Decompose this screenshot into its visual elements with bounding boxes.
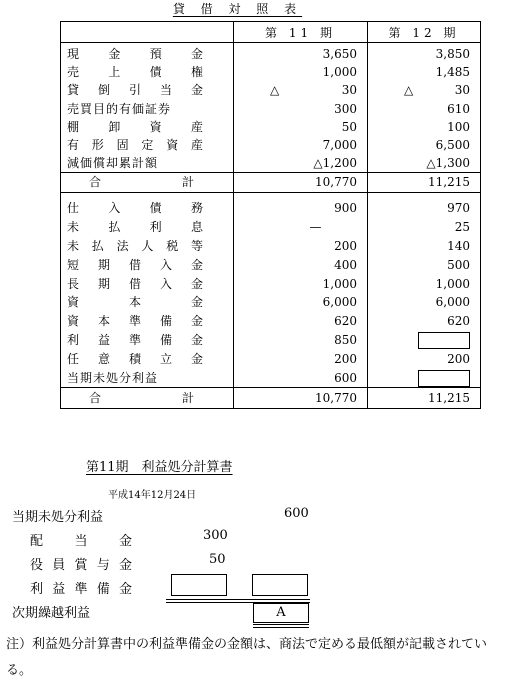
liability-value-p11: 850 bbox=[234, 331, 368, 350]
dividend-label: 配 当 金 bbox=[30, 534, 132, 549]
asset-label: 貸 倒 引 当 金 bbox=[61, 81, 234, 99]
dividend-value: 300 bbox=[203, 528, 228, 543]
liability-label: 未 払 利 息 bbox=[61, 218, 234, 237]
liability-row bbox=[61, 350, 481, 369]
liability-value-p11: 600 bbox=[234, 369, 368, 388]
asset-row bbox=[61, 154, 481, 173]
carry-forward-value: A bbox=[276, 605, 286, 620]
liability-value-p12: 620 bbox=[368, 312, 481, 331]
liability-value-p12 bbox=[368, 331, 481, 350]
asset-value-p12: 6,500 bbox=[368, 136, 481, 154]
balance-sheet-table bbox=[60, 21, 481, 409]
liabilities-total-row bbox=[61, 388, 481, 409]
sum-line bbox=[166, 599, 310, 600]
liability-value-p12 bbox=[368, 369, 481, 388]
asset-value-p11: 3,650 bbox=[234, 43, 368, 64]
liability-value-p11: 1,000 bbox=[234, 275, 368, 294]
liability-row bbox=[61, 237, 481, 256]
liability-label: 利 益 準 備 金 bbox=[61, 331, 234, 350]
asset-row bbox=[61, 100, 481, 118]
bonus-label: 役 員 賞 与 金 bbox=[30, 558, 132, 573]
liability-value-p12: 200 bbox=[368, 350, 481, 369]
liability-label: 資 本 準 備 金 bbox=[61, 312, 234, 331]
liability-value-p12: 25 bbox=[368, 218, 481, 237]
asset-row bbox=[61, 136, 481, 154]
liability-value-p11: 200 bbox=[234, 350, 368, 369]
unappropriated-label: 当期未処分利益 bbox=[12, 510, 104, 525]
liability-label: 任 意 積 立 金 bbox=[61, 350, 234, 369]
asset-label: 売買目的有価証券 bbox=[61, 100, 234, 118]
assets-section bbox=[61, 43, 481, 173]
answer-blank-box bbox=[418, 332, 470, 349]
asset-value-p11: 7,000 bbox=[234, 136, 368, 154]
appropriation-title: 第11期 利益処分計算書 bbox=[86, 460, 233, 475]
liability-row bbox=[61, 293, 481, 312]
asset-value-p12: 100 bbox=[368, 118, 481, 136]
liability-row bbox=[61, 218, 481, 237]
liability-label: 未 払 法 人 税 等 bbox=[61, 237, 234, 256]
liability-value-p11: 620 bbox=[234, 312, 368, 331]
liability-row bbox=[61, 369, 481, 388]
liabilities-total-label: 合 計 bbox=[89, 390, 194, 405]
asset-value-p11: 50 bbox=[234, 118, 368, 136]
liability-row bbox=[61, 256, 481, 275]
asset-row bbox=[61, 43, 481, 64]
assets-total-label: 合 計 bbox=[89, 175, 194, 190]
liability-row bbox=[61, 275, 481, 294]
legal-reserve-subtotal-blank-box bbox=[252, 574, 308, 596]
liability-value-p12: 970 bbox=[368, 197, 481, 218]
asset-label: 現 金 預 金 bbox=[61, 43, 234, 64]
asset-value-p12: 610 bbox=[368, 100, 481, 118]
answer-blank-box bbox=[418, 370, 470, 387]
liability-row bbox=[61, 312, 481, 331]
asset-value-p12: △ 30 bbox=[368, 81, 481, 99]
balance-sheet-title: 貸 借 対 照 表 bbox=[172, 2, 303, 16]
asset-value-p12: 3,850 bbox=[368, 43, 481, 64]
liability-row bbox=[61, 331, 481, 350]
asset-value-p12: 1,485 bbox=[368, 63, 481, 81]
asset-label: 有 形 固 定 資 産 bbox=[61, 136, 234, 154]
liability-value-p11: 6,000 bbox=[234, 293, 368, 312]
liability-value-p11: — bbox=[234, 218, 368, 237]
table-header-row bbox=[61, 22, 481, 43]
column-header-period-11: 第 11 期 bbox=[234, 22, 368, 43]
unappropriated-value: 600 bbox=[284, 506, 309, 521]
liability-value-p12: 6,000 bbox=[368, 293, 481, 312]
asset-row bbox=[61, 63, 481, 81]
carry-forward-box bbox=[253, 603, 309, 623]
assets-total-p12: 11,215 bbox=[368, 173, 481, 193]
legal-reserve-label: 利 益 準 備 金 bbox=[30, 582, 132, 597]
asset-row bbox=[61, 118, 481, 136]
asset-value-p11: 1,000 bbox=[234, 63, 368, 81]
final-double-line bbox=[253, 627, 309, 628]
asset-row bbox=[61, 81, 481, 99]
liability-label: 長 期 借 入 金 bbox=[61, 275, 234, 294]
liability-label: 短 期 借 入 金 bbox=[61, 256, 234, 275]
liability-value-p11: 400 bbox=[234, 256, 368, 275]
liability-label: 資 本 金 bbox=[61, 293, 234, 312]
bonus-value: 50 bbox=[209, 552, 226, 567]
column-header-period-12: 第 12 期 bbox=[368, 22, 481, 43]
liabilities-section bbox=[61, 197, 481, 387]
liability-value-p11: 900 bbox=[234, 197, 368, 218]
legal-reserve-blank-box bbox=[171, 574, 227, 596]
asset-label: 売 上 債 権 bbox=[61, 63, 234, 81]
asset-value-p11: 300 bbox=[234, 100, 368, 118]
asset-label: 減価償却累計額 bbox=[61, 154, 234, 173]
appropriation-date: 平成14年12月24日 bbox=[108, 490, 197, 501]
liability-label: 仕 入 債 務 bbox=[61, 197, 234, 218]
final-line bbox=[253, 624, 309, 625]
liability-value-p12: 500 bbox=[368, 256, 481, 275]
liabilities-total-p12: 11,215 bbox=[368, 388, 481, 409]
carry-forward-label: 次期繰越利益 bbox=[12, 606, 91, 621]
liability-value-p12: 1,000 bbox=[368, 275, 481, 294]
footnote: 注）利益処分計算書中の利益準備金の金額は、商法で定める最低額が記載されている。 bbox=[6, 637, 488, 678]
asset-value-p11: △1,200 bbox=[234, 154, 368, 173]
liability-row bbox=[61, 197, 481, 218]
asset-label: 棚 卸 資 産 bbox=[61, 118, 234, 136]
liabilities-total-p11: 10,770 bbox=[234, 388, 368, 409]
liability-label: 当期未処分利益 bbox=[61, 369, 234, 388]
liability-value-p12: 140 bbox=[368, 237, 481, 256]
asset-value-p11: △ 30 bbox=[234, 81, 368, 99]
assets-total-row bbox=[61, 173, 481, 193]
liability-value-p11: 200 bbox=[234, 237, 368, 256]
asset-value-p12: △1,300 bbox=[368, 154, 481, 173]
assets-total-p11: 10,770 bbox=[234, 173, 368, 193]
